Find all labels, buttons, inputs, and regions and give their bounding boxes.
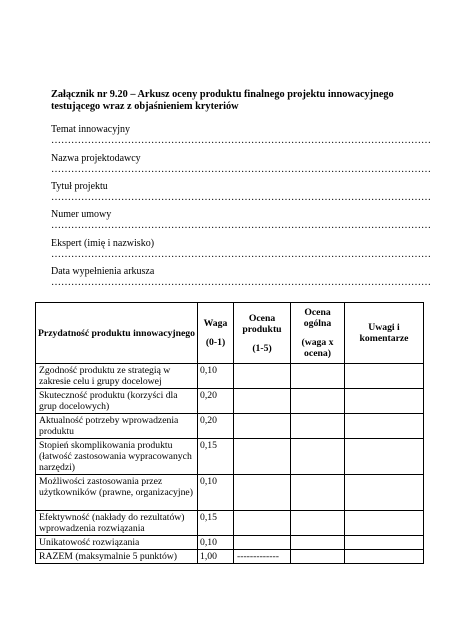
criterion-cell: Możliwości zastosowania przez użytkowników (prawne, organizacyjne) xyxy=(36,475,198,511)
overall-cell[interactable] xyxy=(291,439,345,475)
fill-line[interactable]: …………………………………………………………………………………………………… xyxy=(51,164,431,175)
table-row xyxy=(36,414,424,439)
score-cell: ------------- xyxy=(234,550,291,564)
overall-cell[interactable] xyxy=(291,550,345,564)
overall-cell[interactable] xyxy=(291,414,345,439)
table-header-row xyxy=(36,303,424,364)
field-label: Data wypełnienia arkusza xyxy=(51,266,155,277)
document-title: Załącznik nr 9.20 – Arkusz oceny produktu finalnego projektu innowacyjnego testującego wraz z objaśnieniem kryteriów xyxy=(51,89,394,112)
weight-cell: 0,20 xyxy=(198,389,234,414)
field-contract-number xyxy=(51,209,431,231)
table-row-total xyxy=(36,550,424,564)
comments-cell[interactable] xyxy=(345,364,424,389)
score-cell[interactable] xyxy=(234,414,291,439)
header-overall: Ocena ogólna (waga x ocena) xyxy=(291,303,345,364)
header-weight: Waga (0-1) xyxy=(198,303,234,364)
table-row xyxy=(36,475,424,511)
overall-cell[interactable] xyxy=(291,511,345,536)
header-comments: Uwagi i komentarze xyxy=(345,303,424,364)
overall-cell[interactable] xyxy=(291,536,345,550)
criterion-cell: Skuteczność produktu (korzyści dla grup docelowych) xyxy=(36,389,198,414)
table-row xyxy=(36,439,424,475)
criterion-cell: RAZEM (maksymalnie 5 punktów) xyxy=(36,550,198,564)
score-cell[interactable] xyxy=(234,511,291,536)
score-cell[interactable] xyxy=(234,389,291,414)
overall-cell[interactable] xyxy=(291,389,345,414)
field-fill-date xyxy=(51,266,431,288)
criterion-cell: Efektywność (nakłady do rezultatów) wprowadzenia rozwiązania xyxy=(36,511,198,536)
field-label: Ekspert (imię i nazwisko) xyxy=(51,238,155,249)
overall-cell[interactable] xyxy=(291,475,345,511)
table-row xyxy=(36,511,424,536)
table-row xyxy=(36,364,424,389)
comments-cell[interactable] xyxy=(345,414,424,439)
comments-cell[interactable] xyxy=(345,550,424,564)
weight-cell: 0,10 xyxy=(198,364,234,389)
comments-cell[interactable] xyxy=(345,511,424,536)
score-cell[interactable] xyxy=(234,475,291,511)
criterion-cell: Unikatowość rozwiązania xyxy=(36,536,198,550)
field-project-title xyxy=(51,181,431,203)
header-score: Ocena produktu (1-5) xyxy=(234,303,291,364)
weight-cell: 0,15 xyxy=(198,511,234,536)
fill-line[interactable]: …………………………………………………………………………………………………… xyxy=(51,192,431,203)
weight-cell: 0,10 xyxy=(198,536,234,550)
comments-cell[interactable] xyxy=(345,389,424,414)
evaluation-table xyxy=(35,302,424,564)
comments-cell[interactable] xyxy=(345,536,424,550)
comments-cell[interactable] xyxy=(345,439,424,475)
score-cell[interactable] xyxy=(234,364,291,389)
weight-cell: 1,00 xyxy=(198,550,234,564)
field-topic xyxy=(51,124,431,146)
comments-cell[interactable] xyxy=(345,475,424,511)
weight-cell: 0,15 xyxy=(198,439,234,475)
field-label: Nazwa projektodawcy xyxy=(51,153,141,164)
fill-line[interactable]: …………………………………………………………………………………………………… xyxy=(51,135,431,146)
fill-line[interactable]: …………………………………………………………………………………………………… xyxy=(51,249,431,260)
fill-line[interactable]: …………………………………………………………………………………………………… xyxy=(51,220,431,231)
weight-cell: 0,10 xyxy=(198,475,234,511)
field-applicant xyxy=(51,153,431,175)
weight-cell: 0,20 xyxy=(198,414,234,439)
score-cell[interactable] xyxy=(234,536,291,550)
field-label: Numer umowy xyxy=(51,209,112,220)
fill-line[interactable]: …………………………………………………………………………………………………… xyxy=(51,277,431,288)
field-expert xyxy=(51,238,431,260)
field-label: Tytuł projektu xyxy=(51,181,108,192)
score-cell[interactable] xyxy=(234,439,291,475)
header-criterion: Przydatność produktu innowacyjnego xyxy=(36,303,198,364)
criterion-cell: Zgodność produktu ze strategią w zakresie celu i grupy docelowej xyxy=(36,364,198,389)
overall-cell[interactable] xyxy=(291,364,345,389)
criterion-cell: Stopień skomplikowania produktu (łatwość zastosowania wypracowanych narzędzi) xyxy=(36,439,198,475)
field-label: Temat innowacyjny xyxy=(51,124,130,135)
table-row xyxy=(36,389,424,414)
table-row xyxy=(36,536,424,550)
criterion-cell: Aktualność potrzeby wprowadzenia produktu xyxy=(36,414,198,439)
